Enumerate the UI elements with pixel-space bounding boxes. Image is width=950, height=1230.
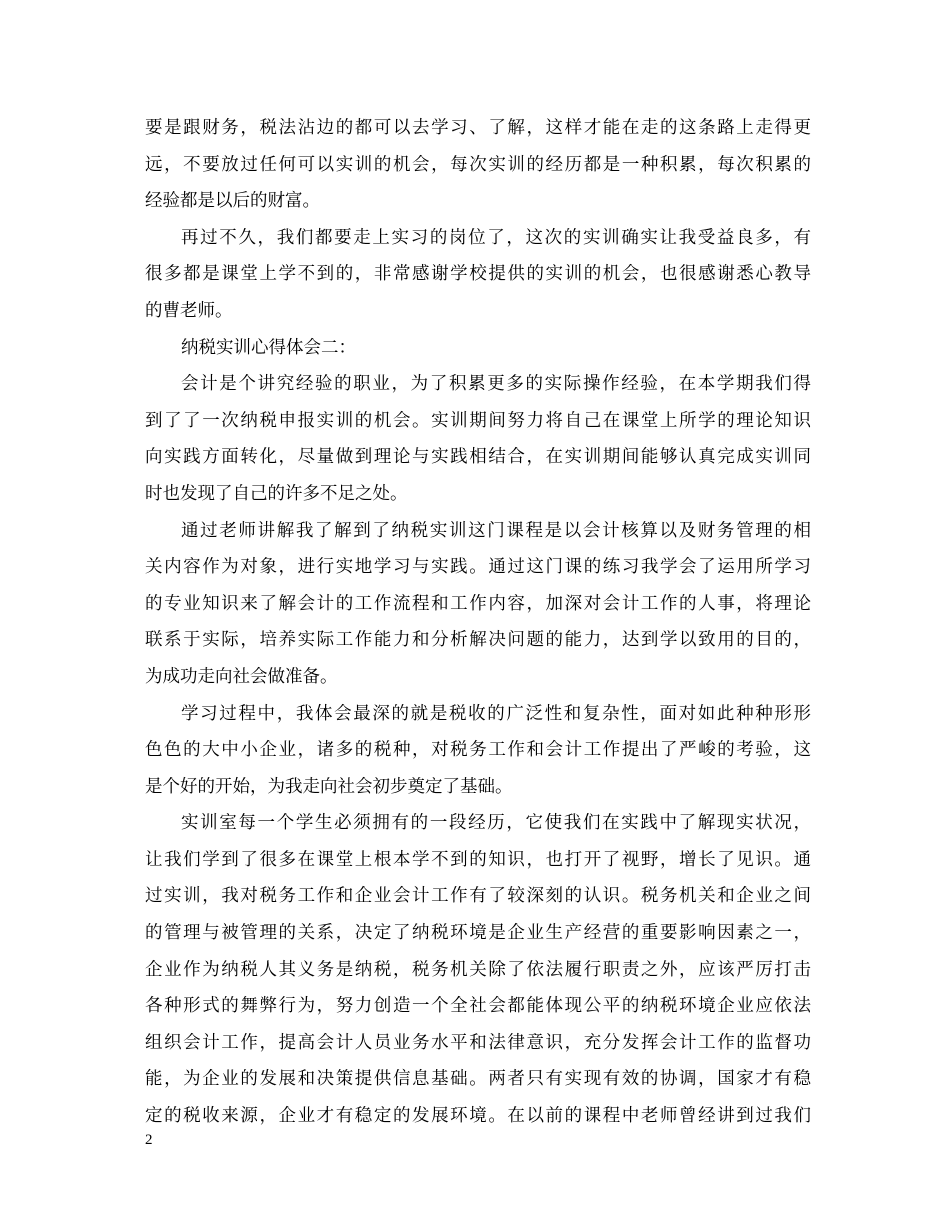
text-line: 能，为企业的发展和决策提供信息基础。两者只有实现有效的协调，国家才有稳 — [145, 1069, 811, 1090]
text-line: 的管理与被管理的关系，决定了纳税环境是企业生产经营的重要影响因素之一， — [145, 923, 811, 944]
text-line: 的专业知识来了解会计的工作流程和工作内容，加深对会计工作的人事，将理论 — [145, 593, 811, 614]
text-line: 通过老师讲解我了解到了纳税实训这门课程是以会计核算以及财务管理的相 — [181, 520, 811, 541]
text-line: 企业作为纳税人其义务是纳税，税务机关除了依法履行职责之外，应该严厉打击 — [145, 959, 811, 980]
text-line: 到了了一次纳税申报实训的机会。实训期间努力将自己在课堂上所学的理论知识 — [145, 410, 811, 431]
text-line: 要是跟财务，税法沾边的都可以去学习、了解，这样才能在走的这条路上走得更 — [145, 118, 811, 138]
text-line: 的曹老师。 — [145, 300, 233, 321]
text-line: 学习过程中，我体会最深的就是税收的广泛性和复杂性，面对如此种种形形 — [181, 703, 811, 724]
text-line: 过实训，我对税务工作和企业会计工作有了较深刻的认识。税务机关和企业之间 — [145, 886, 811, 907]
text-line: 经验都是以后的财富。 — [145, 191, 320, 212]
text-line: 很多都是课堂上学不到的，非常感谢学校提供的实训的机会，也很感谢悉心教导 — [145, 264, 811, 285]
page-number: 2 — [145, 1132, 153, 1148]
text-line: 会计是个讲究经验的职业，为了积累更多的实际操作经验，在本学期我们得 — [181, 374, 811, 395]
text-line: 定的税收来源，企业才有稳定的发展环境。在以前的课程中老师曾经讲到过我们 — [145, 1106, 811, 1127]
text-line: 关内容作为对象，进行实地学习与实践。通过这门课的练习我学会了运用所学习 — [145, 557, 811, 578]
text-line: 再过不久，我们都要走上实习的岗位了，这次的实训确实让我受益良多，有 — [181, 227, 811, 248]
text-line: 联系于实际，培养实际工作能力和分析解决问题的能力，达到学以致用的目的， — [145, 630, 811, 651]
text-line: 向实践方面转化，尽量做到理论与实践相结合，在实训期间能够认真完成实训同 — [145, 447, 811, 468]
text-line: 时也发现了自己的许多不足之处。 — [145, 483, 408, 504]
text-line: 远，不要放过任何可以实训的机会，每次实训的经历都是一种积累，每次积累的 — [145, 154, 811, 175]
text-line: 实训室每一个学生必须拥有的一段经历，它使我们在实践中了解现实状况， — [181, 813, 811, 834]
text-line: 各种形式的舞弊行为，努力创造一个全社会都能体现公平的纳税环境企业应依法 — [145, 996, 811, 1017]
text-line: 为成功走向社会做准备。 — [145, 666, 338, 687]
text-line: 纳税实训心得体会二： — [181, 337, 356, 358]
body-text — [145, 110, 811, 1135]
text-line: 组织会计工作，提高会计人员业务水平和法律意识，充分发挥会计工作的监督功 — [145, 1032, 811, 1053]
text-line: 是个好的开始，为我走向社会初步奠定了基础。 — [145, 776, 513, 797]
text-line: 让我们学到了很多在课堂上根本学不到的知识，也打开了视野，增长了见识。通 — [145, 849, 811, 870]
text-line: 色色的大中小企业，诸多的税种，对税务工作和会计工作提出了严峻的考验，这 — [145, 740, 811, 761]
